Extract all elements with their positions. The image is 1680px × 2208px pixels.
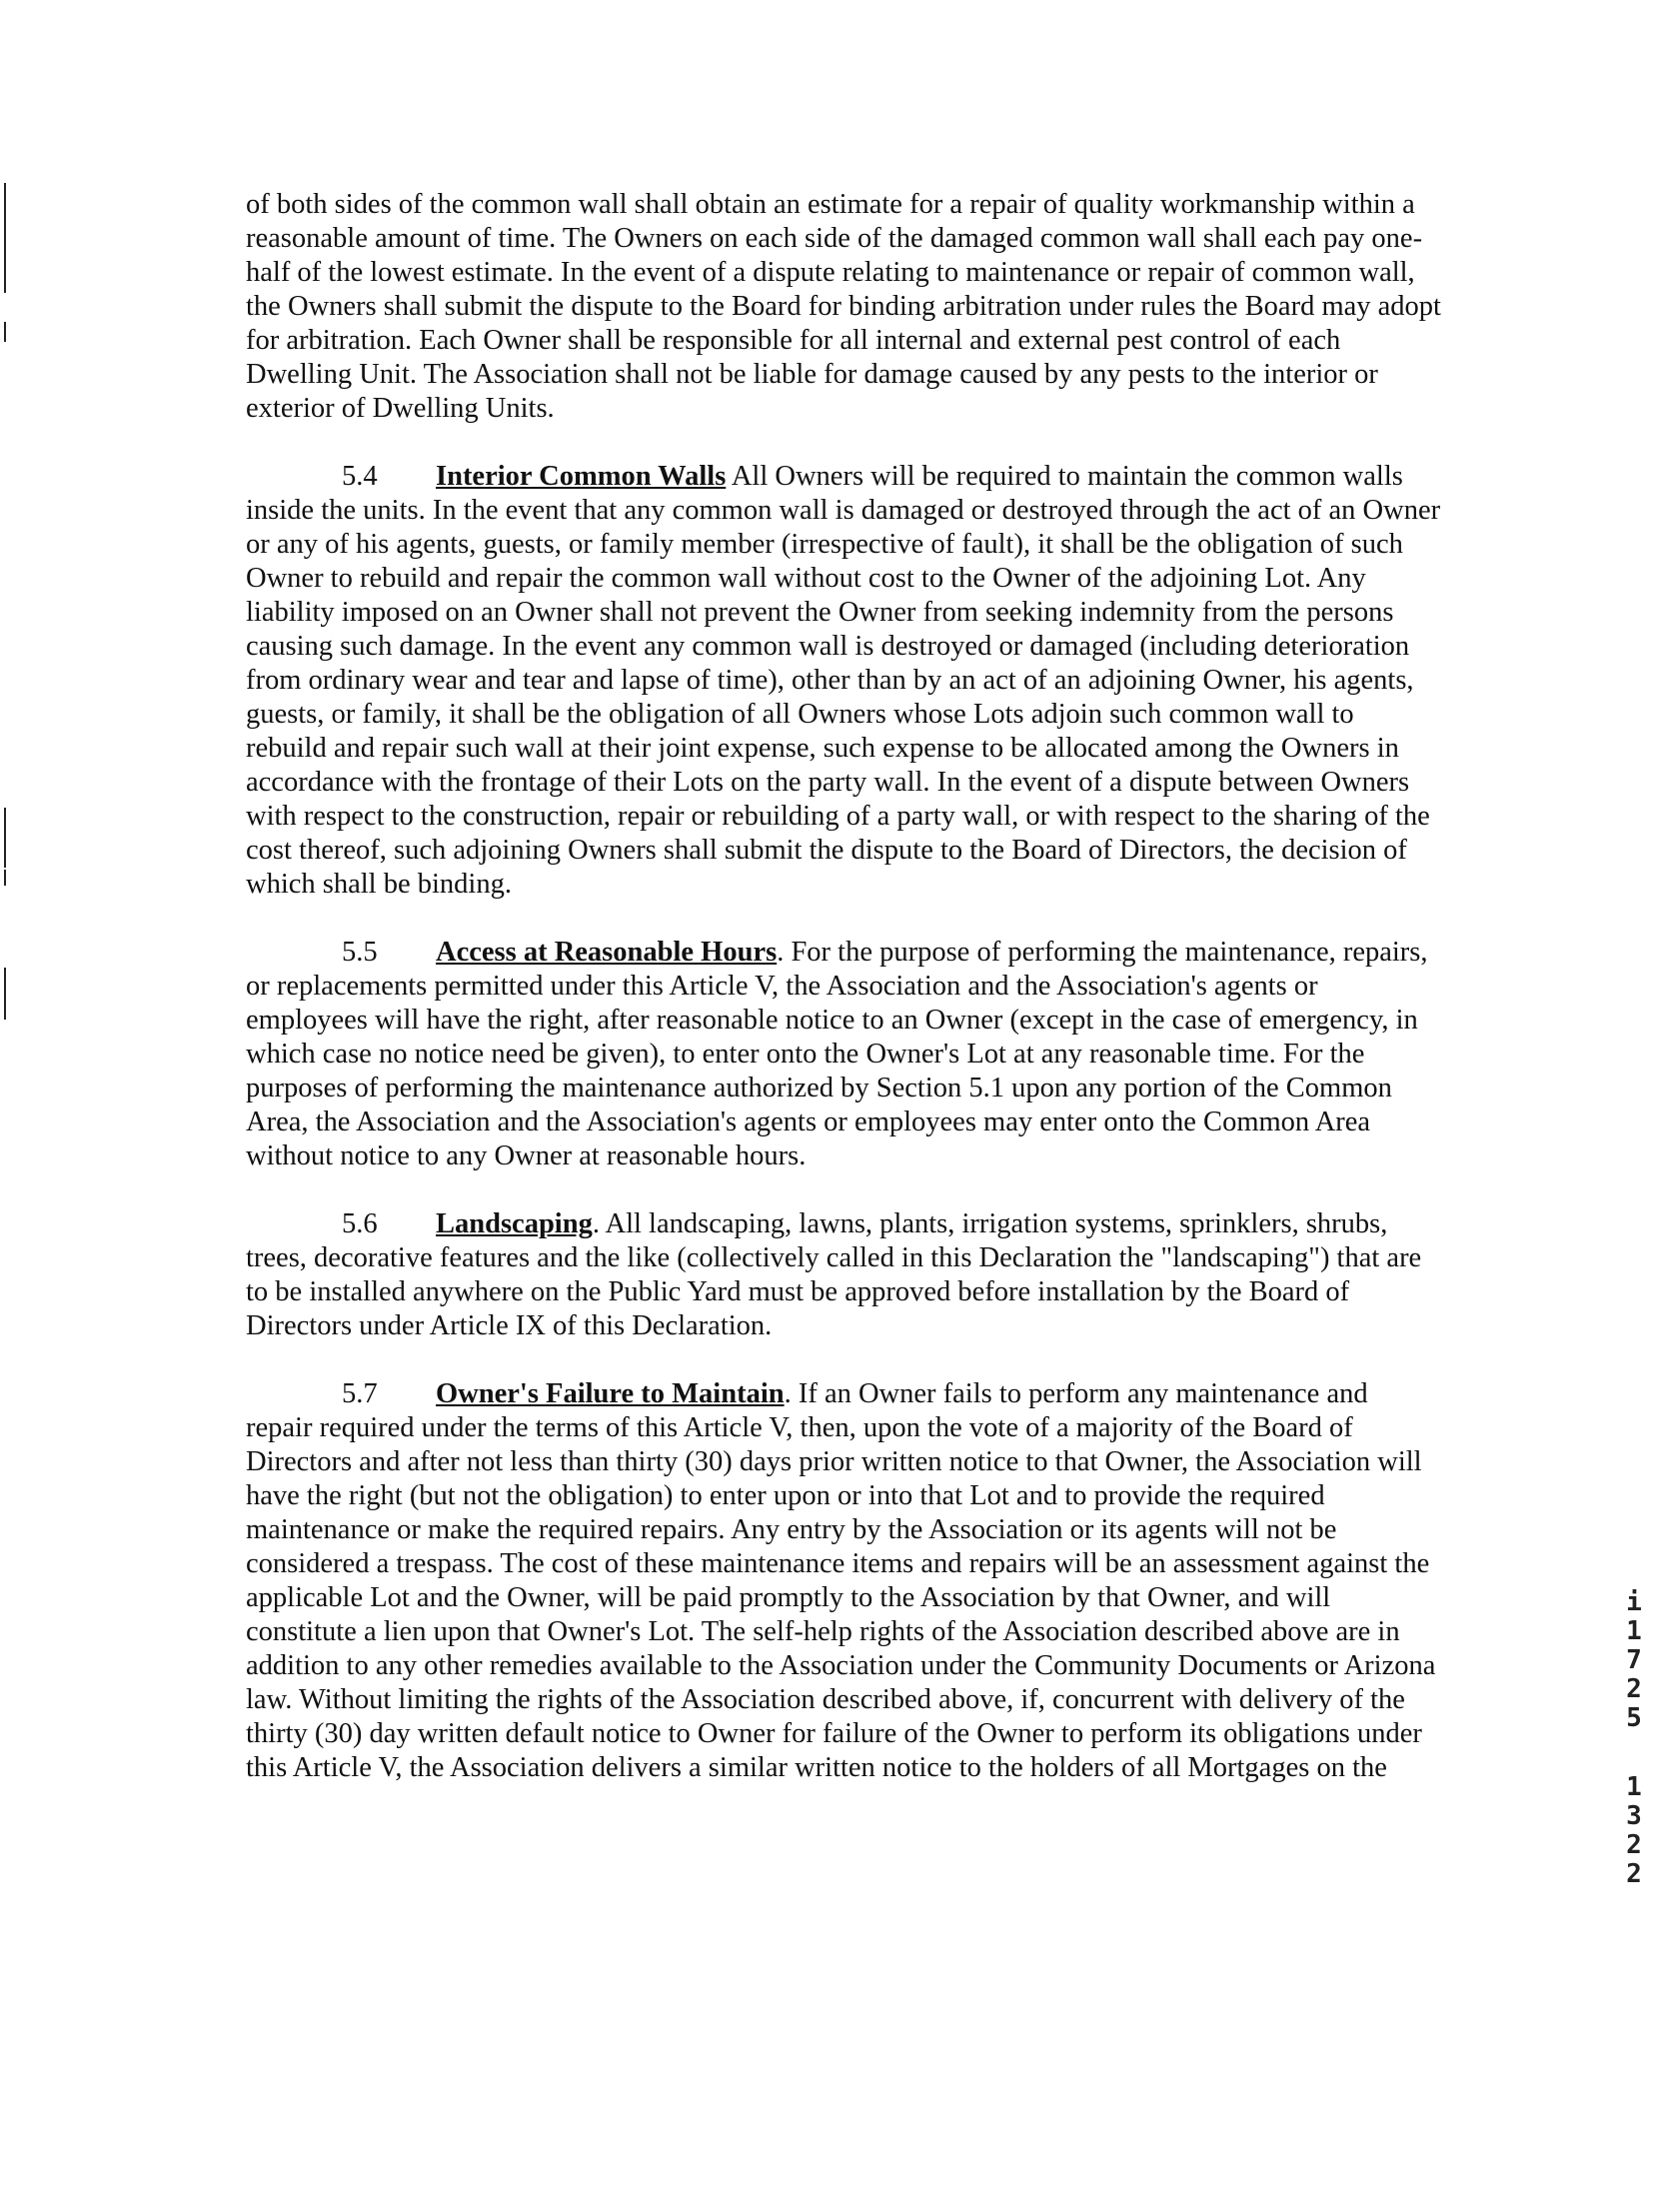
intro-paragraph bbox=[246, 188, 1441, 426]
margin-mark bbox=[4, 968, 6, 1020]
stamp-char: 5 bbox=[1626, 1703, 1642, 1733]
document-body bbox=[246, 188, 1441, 1819]
section-5-4 bbox=[246, 460, 1441, 902]
section-number: 5.4 bbox=[342, 461, 378, 492]
section-5-6 bbox=[246, 1207, 1441, 1343]
stamp-char: 2 bbox=[1626, 1830, 1642, 1860]
stamp-char: 1 bbox=[1626, 1616, 1642, 1646]
stamp-char: 2 bbox=[1626, 1674, 1642, 1704]
section-text: . All landscaping, lawns, plants, irrigation systems, sprinklers, shrubs, trees, decorative features and the like (collectively called in this Declaration the "landscaping") that are to be installed anywhere on the Public Yard must be approved before installation by the Board of Directors under Article IX of this Declaration. bbox=[246, 1208, 1422, 1341]
section-number: 5.5 bbox=[342, 937, 378, 968]
margin-mark bbox=[4, 322, 6, 342]
stamp-char: 7 bbox=[1626, 1645, 1642, 1675]
section-number: 5.6 bbox=[342, 1208, 378, 1239]
section-5-5 bbox=[246, 936, 1441, 1173]
section-heading: Interior Common Walls bbox=[436, 461, 727, 492]
section-heading: Owner's Failure to Maintain bbox=[436, 1378, 785, 1409]
section-heading: Landscaping bbox=[436, 1208, 593, 1239]
section-text: All Owners will be required to maintain the common walls inside the units. In the event that any common wall is damaged or destroyed through the act of an Owner or any of his agents, guests, or family member (irrespective of fault), it shall be the obligation of such Owner to rebuild and repair the common wall without cost to the Owner of the adjoining Lot. Any liability imposed on an Owner shall not prevent the Owner from seeking indemnity from the persons causing such damage. In the event any common wall is destroyed or damaged (including deterioration from ordinary wear and tear and lapse of time), other than by an act of an adjoining Owner, his agents, guests, or family, it shall be the obligation of all Owners whose Lots adjoin such common wall to rebuild and repair such wall at their joint expense, such expense to be allocated among the Owners in accordance with the frontage of their Lots on the party wall. In the event of a dispute between Owners with respect to the construction, repair or rebuilding of a party wall, or with respect to the sharing of the cost thereof, such adjoining Owners shall submit the dispute to the Board of Directors, the decision of which shall be binding. bbox=[246, 461, 1441, 900]
section-text: . If an Owner fails to perform any maintenance and repair required under the terms of this Article V, then, upon the vote of a majority of the Board of Directors and after not less than thirty (30) days prior written notice to that Owner, the Association will have the right (but not the obligation) to enter upon or into that Lot and to provide the required maintenance or make the required repairs. Any entry by the Association or its agents will not be considered a trespass. The cost of these maintenance items and repairs will be an assessment against the applicable Lot and the Owner, will be paid promptly to the Association by that Owner, and will constitute a lien upon that Owner's Lot. The self-help rights of the Association described above are in addition to any other remedies available to the Association under the Community Documents or Arizona law. Without limiting the rights of the Association described above, if, concurrent with delivery of the thirty (30) day written default notice to Owner for failure of the Owner to perform its obligations under this Article V, the Association delivers a similar written notice to the holders of all Mortgages on the bbox=[246, 1378, 1436, 1783]
margin-mark bbox=[4, 808, 6, 868]
stamp-char: 3 bbox=[1626, 1801, 1642, 1831]
section-5-7 bbox=[246, 1377, 1441, 1785]
section-text: . For the purpose of performing the maintenance, repairs, or replacements permitted under this Article V, the Association and the Association's agents or employees will have the right, after reasonable notice to an Owner (except in the case of emergency, in which case no notice need be given), to enter onto the Owner's Lot at any reasonable time. For the purposes of performing the maintenance authorized by Section 5.1 upon any portion of the Common Area, the Association and the Association's agents or employees may enter onto the Common Area without notice to any Owner at reasonable hours. bbox=[246, 937, 1428, 1171]
recording-stamp bbox=[1621, 1589, 1647, 1890]
margin-mark bbox=[4, 870, 6, 886]
section-number: 5.7 bbox=[342, 1378, 378, 1409]
margin-mark bbox=[4, 183, 6, 293]
stamp-char: 1 bbox=[1626, 1772, 1642, 1802]
stamp-char: i bbox=[1626, 1587, 1642, 1617]
stamp-char: 2 bbox=[1626, 1859, 1642, 1889]
intro-paragraph-text: of both sides of the common wall shall obtain an estimate for a repair of quality workmanship within a reasonable amount of time. The Owners on each side of the damaged common wall shall each pay one-half of the lowest estimate. In the event of a dispute relating to maintenance or repair of common wall, the Owners shall submit the dispute to the Board for binding arbitration under rules the Board may adopt for arbitration. Each Owner shall be responsible for all internal and external pest control of each Dwelling Unit. The Association shall not be liable for damage caused by any pests to the interior or exterior of Dwelling Units. bbox=[246, 189, 1441, 424]
section-heading: Access at Reasonable Hours bbox=[436, 937, 778, 968]
